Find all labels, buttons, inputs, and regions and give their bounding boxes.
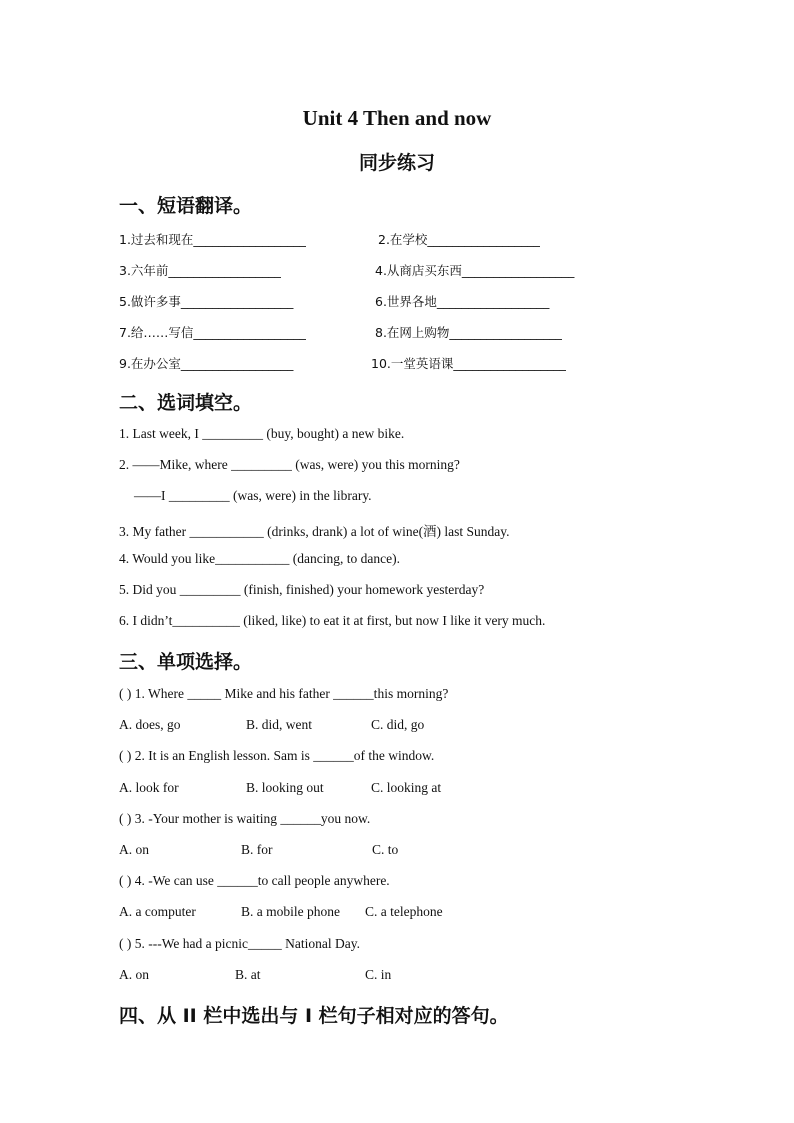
phrase-item: 4.从商店买东西__________________	[375, 263, 575, 278]
option: A. on	[119, 842, 149, 857]
question-stem: ( ) 5. ---We had a picnic_____ National Day.	[119, 936, 360, 951]
phrase-item: 5.做许多事__________________	[119, 294, 294, 309]
phrase-item: 6.世界各地__________________	[375, 294, 550, 309]
option: A. does, go	[119, 717, 181, 732]
question-stem: ( ) 1. Where _____ Mike and his father ______this morning?	[119, 686, 449, 701]
section-3-heading: 三、单项选择。	[119, 651, 253, 673]
phrase-item: 2.在学校__________________	[378, 232, 540, 247]
page-title: Unit 4 Then and now	[302, 106, 492, 130]
option: B. at	[235, 967, 261, 982]
option: A. look for	[119, 780, 179, 795]
page-subtitle: 同步练习	[358, 152, 435, 174]
phrase-item: 1.过去和现在__________________	[119, 232, 306, 247]
section-4-heading: 四、从 II 栏中选出与 I 栏句子相对应的答句。	[119, 1005, 509, 1027]
option: B. a mobile phone	[241, 904, 340, 919]
option: C. looking at	[371, 780, 442, 795]
phrase-item: 7.给……写信__________________	[119, 325, 306, 340]
option: A. on	[119, 967, 149, 982]
fill-item: ——I _________ (was, were) in the library.	[134, 488, 372, 503]
question-stem: ( ) 4. -We can use ______to call people anywhere.	[119, 873, 390, 888]
option: C. in	[365, 967, 392, 982]
option: C. to	[372, 842, 399, 857]
phrase-item: 8.在网上购物__________________	[375, 325, 562, 340]
phrase-item: 3.六年前__________________	[119, 263, 281, 278]
section-1-heading: 一、短语翻译。	[119, 195, 253, 217]
option: B. looking out	[246, 780, 324, 795]
question-stem: ( ) 2. It is an English lesson. Sam is ______of the window.	[119, 748, 435, 763]
fill-item: 3. My father ___________ (drinks, drank) a lot of wine(酒) last Sunday.	[119, 524, 510, 539]
option: C. did, go	[371, 717, 425, 732]
fill-item: 1. Last week, I _________ (buy, bought) a new bike.	[119, 426, 405, 441]
fill-item: 4. Would you like___________ (dancing, to dance).	[119, 551, 400, 566]
section-2-heading: 二、选词填空。	[119, 392, 253, 414]
fill-item: 6. I didn’t__________ (liked, like) to eat it at first, but now I like it very much.	[119, 613, 546, 628]
fill-item: 5. Did you _________ (finish, finished) your homework yesterday?	[119, 582, 485, 597]
phrase-item: 9.在办公室__________________	[119, 356, 294, 371]
phrase-item: 10.一堂英语课__________________	[371, 356, 566, 371]
option: B. for	[241, 842, 273, 857]
option: B. did, went	[246, 717, 312, 732]
question-stem: ( ) 3. -Your mother is waiting ______you now.	[119, 811, 371, 826]
fill-item: 2. ——Mike, where _________ (was, were) you this morning?	[119, 457, 460, 472]
option: A. a computer	[119, 904, 196, 919]
option: C. a telephone	[365, 904, 443, 919]
